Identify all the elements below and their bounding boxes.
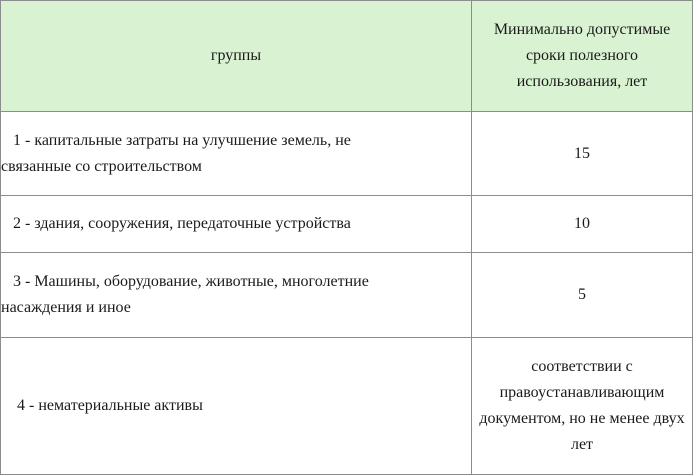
table-row <box>1 112 693 196</box>
header-group: группы <box>1 1 472 112</box>
table-row <box>1 253 693 338</box>
group-line: 2 - здания, сооружения, передаточные устройства <box>13 215 351 232</box>
group-cell <box>1 196 472 253</box>
term-cell: соответствии с правоустанавливающим документом, но не менее двух лет <box>472 338 693 475</box>
table-row <box>1 196 693 253</box>
header-min-term: Минимально допустимые сроки полезного использования, лет <box>472 1 693 112</box>
term-cell: 15 <box>472 112 693 196</box>
group-line: насаждения и иное <box>1 299 131 316</box>
table-header-row <box>1 1 693 112</box>
group-line: 4 - нематериальные активы <box>17 397 203 414</box>
group-cell <box>1 338 472 475</box>
group-line: 3 - Машины, оборудование, животные, многолетние <box>13 273 369 290</box>
group-cell <box>1 112 472 196</box>
term-cell: 5 <box>472 253 693 338</box>
group-line: связанные со строительством <box>1 157 202 175</box>
group-cell <box>1 253 472 338</box>
table-row <box>1 338 693 475</box>
term-cell: 10 <box>472 196 693 253</box>
group-line: 1 - капитальные затраты на улучшение земель, не <box>13 131 351 149</box>
